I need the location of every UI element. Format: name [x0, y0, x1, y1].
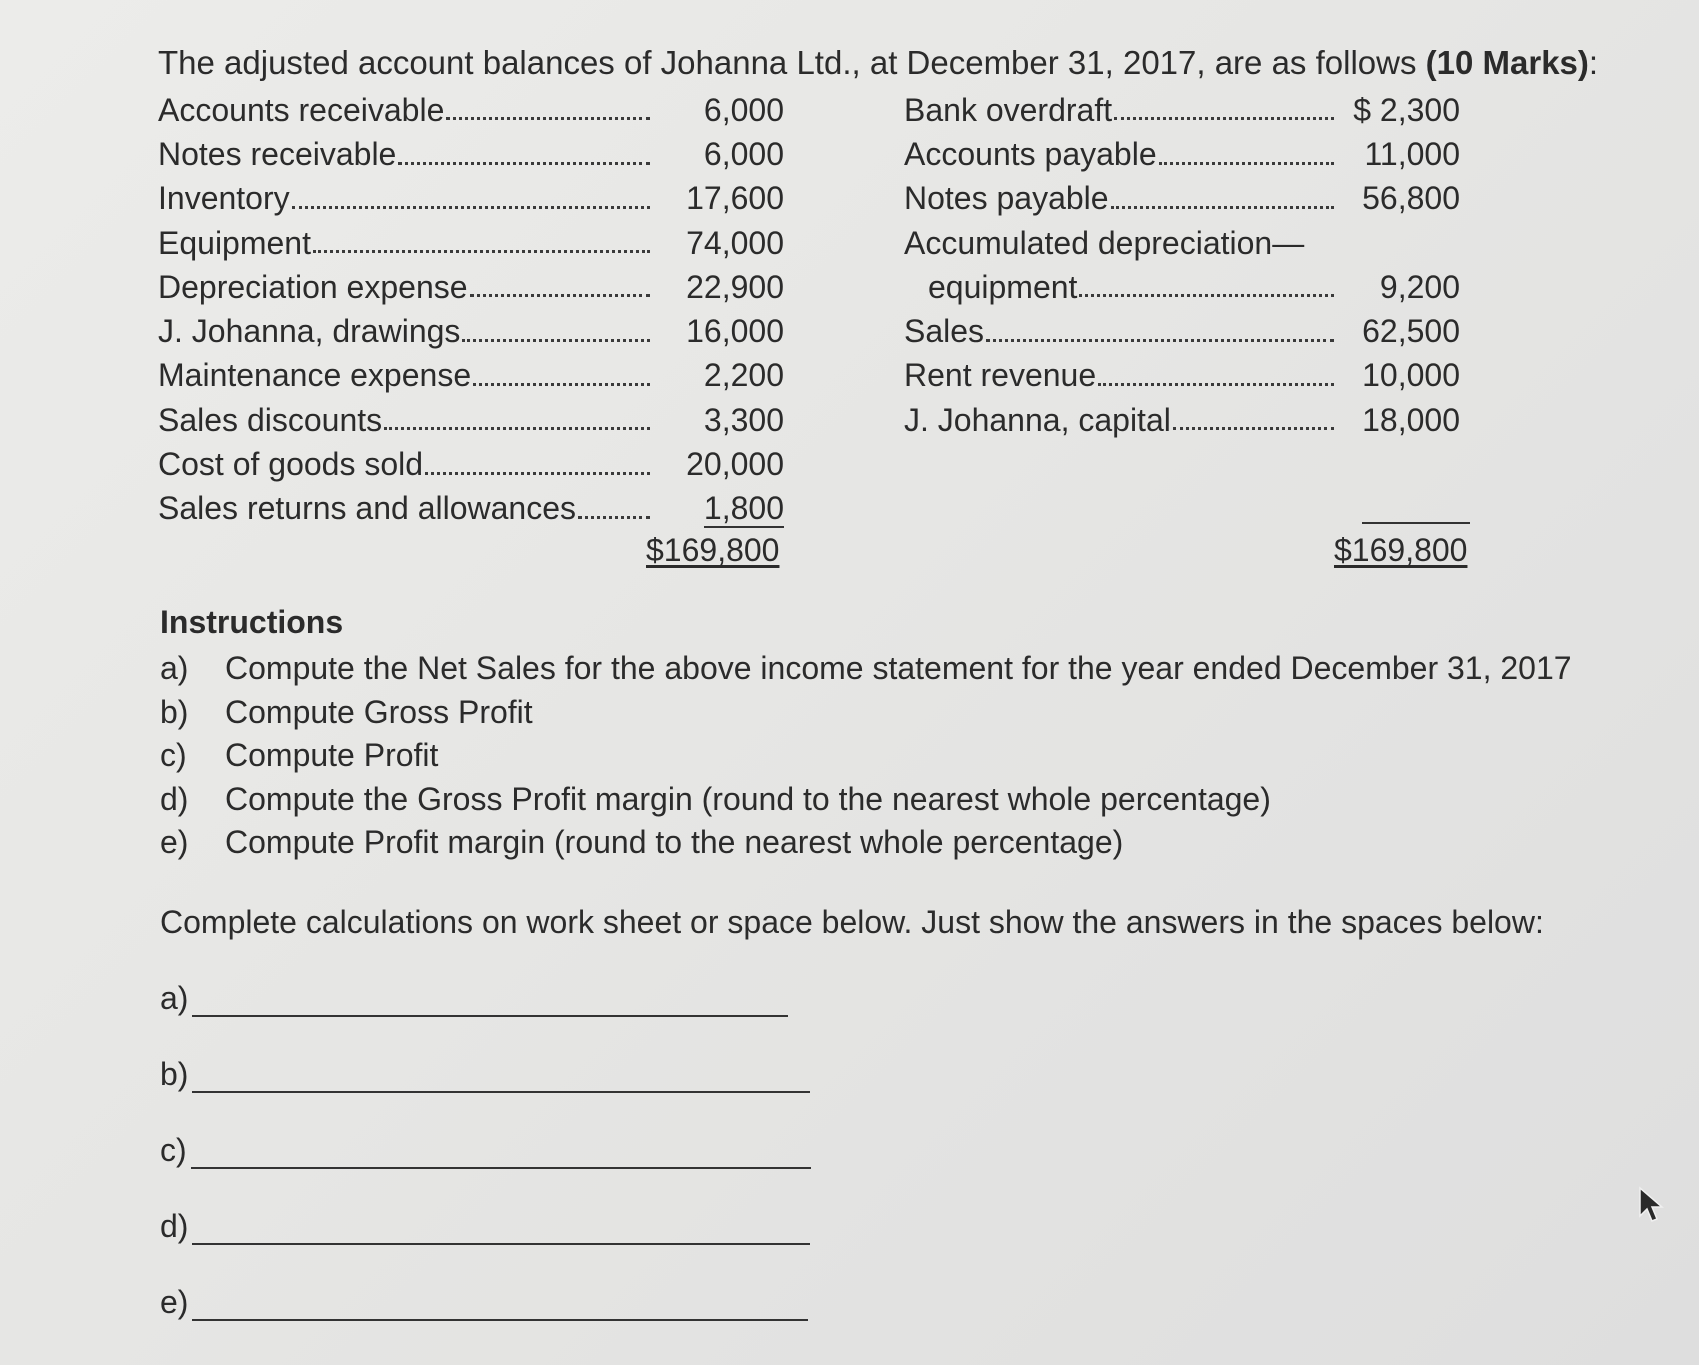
instruction-letter: a) — [160, 650, 189, 687]
account-amount: $ 2,300 — [1353, 91, 1460, 128]
instruction-text: Compute Profit — [225, 737, 439, 774]
instruction-text: Compute the Net Sales for the above income statement for the year ended December 31, 2017 — [225, 650, 1572, 687]
account-amount: 11,000 — [1364, 135, 1460, 172]
leader-dots — [986, 339, 1334, 342]
instruction-text: Compute the Gross Profit margin (round to the nearest whole percentage) — [225, 780, 1271, 817]
answer-letter: c) — [160, 1132, 187, 1168]
account-label: Depreciation expense — [158, 268, 468, 305]
answer-letter: b) — [160, 1056, 189, 1092]
leader-dots — [1079, 294, 1334, 297]
account-label: equipment — [928, 268, 1078, 305]
account-label: Cost of goods sold — [158, 446, 424, 483]
left-total: $169,800 — [646, 532, 780, 568]
account-label: Notes receivable — [158, 135, 397, 172]
account-row — [904, 354, 1460, 398]
leader-dots — [384, 427, 650, 430]
account-row — [904, 132, 1460, 176]
account-amount: 74,000 — [686, 224, 784, 261]
mouse-pointer-icon — [1638, 1186, 1668, 1226]
account-amount — [656, 490, 784, 527]
leader-dots — [446, 117, 650, 120]
account-label: Accounts receivable — [158, 91, 445, 128]
instruction-text: Compute Profit margin (round to the nearest whole percentage) — [225, 824, 1124, 861]
underlined-amount: 1,800 — [703, 490, 784, 527]
leader-dots — [578, 516, 650, 519]
page-title — [158, 44, 1598, 82]
instruction-letter: e) — [160, 824, 189, 861]
account-label: Inventory — [158, 180, 290, 217]
account-label: Rent revenue — [904, 357, 1097, 394]
account-amount: 17,600 — [686, 180, 784, 217]
leader-dots — [1173, 427, 1334, 430]
answer-letter: e) — [160, 1284, 189, 1320]
account-row — [904, 177, 1460, 221]
leader-dots — [473, 383, 650, 386]
leader-dots — [398, 162, 650, 165]
account-label: Accounts payable — [904, 135, 1157, 172]
account-amount: 10,000 — [1362, 357, 1460, 394]
account-row — [158, 132, 784, 176]
leader-dots — [1098, 383, 1334, 386]
account-amount: 56,800 — [1362, 180, 1460, 217]
credit-accounts-column — [904, 88, 1460, 442]
leader-dots — [313, 250, 650, 253]
account-amount: 6,000 — [703, 135, 784, 172]
account-label: J. Johanna, drawings — [158, 313, 461, 350]
answer-letter: a) — [160, 980, 189, 1016]
instruction-item — [160, 821, 1572, 865]
answer-d — [160, 1208, 810, 1245]
account-amount: 6,000 — [703, 91, 784, 128]
leader-dots — [425, 472, 650, 475]
account-amount: 18,000 — [1362, 401, 1460, 438]
answer-e — [160, 1284, 808, 1321]
answer-blank-b[interactable] — [192, 1063, 810, 1093]
answer-c — [160, 1132, 811, 1169]
account-label: Bank overdraft — [904, 91, 1113, 128]
account-label: Sales — [904, 313, 985, 350]
instruction-item — [160, 691, 1572, 735]
title-suffix: : — [1588, 44, 1599, 81]
title-marks: (10 Marks) — [1425, 44, 1589, 81]
account-row — [158, 398, 784, 442]
account-row — [158, 309, 784, 353]
account-row — [904, 265, 1460, 309]
account-label: Sales discounts — [158, 401, 383, 438]
instruction-letter: c) — [160, 737, 187, 774]
right-total-rule — [1362, 522, 1470, 524]
instruction-text: Compute Gross Profit — [225, 693, 533, 730]
account-label: J. Johanna, capital — [904, 401, 1171, 438]
answer-blank-c[interactable] — [191, 1139, 811, 1169]
account-row — [158, 354, 784, 398]
account-row — [158, 442, 784, 486]
answer-blank-d[interactable] — [192, 1215, 810, 1245]
account-amount: 22,900 — [686, 268, 784, 305]
account-row — [904, 309, 1460, 353]
account-row — [904, 221, 1460, 265]
answer-letter: d) — [160, 1208, 189, 1244]
account-amount: 2,200 — [703, 357, 784, 394]
leader-dots — [1111, 206, 1334, 209]
right-total: $169,800 — [1334, 532, 1468, 568]
account-label: Sales returns and allowances — [158, 490, 577, 527]
account-label: Accumulated depreciation— — [904, 224, 1305, 261]
answer-b — [160, 1056, 810, 1093]
account-row — [904, 88, 1460, 132]
account-row — [158, 88, 784, 132]
instructions-section — [160, 604, 1572, 865]
answer-a — [160, 980, 788, 1017]
account-row — [158, 487, 784, 531]
account-amount: 9,200 — [1379, 268, 1460, 305]
account-label: Equipment — [158, 224, 311, 261]
account-row — [158, 221, 784, 265]
title-text: The adjusted account balances of Johanna Ltd., at December 31, 2017, are as follows — [158, 44, 1426, 81]
instruction-item — [160, 734, 1572, 778]
instruction-letter: d) — [160, 780, 189, 817]
account-row — [904, 398, 1460, 442]
account-amount: 16,000 — [686, 313, 784, 350]
instruction-item — [160, 778, 1572, 822]
leader-dots — [1159, 162, 1334, 165]
instruction-item — [160, 647, 1572, 691]
debit-accounts-column — [158, 88, 784, 531]
account-label: Notes payable — [904, 180, 1109, 217]
calculation-note: Complete calculations on work sheet or space below. Just show the answers in the spaces below: — [160, 904, 1544, 940]
account-amount: 62,500 — [1362, 313, 1460, 350]
account-amount: 3,300 — [703, 401, 784, 438]
account-amount: 20,000 — [686, 446, 784, 483]
instructions-heading: Instructions — [160, 604, 344, 640]
leader-dots — [1114, 117, 1334, 120]
answer-blank-e[interactable] — [192, 1291, 808, 1321]
account-label: Maintenance expense — [158, 357, 472, 394]
leader-dots — [292, 206, 650, 209]
leader-dots — [462, 339, 650, 342]
account-row — [158, 177, 784, 221]
instruction-letter: b) — [160, 693, 189, 730]
account-row — [158, 265, 784, 309]
leader-dots — [470, 294, 650, 297]
answer-blank-a[interactable] — [192, 987, 788, 1017]
